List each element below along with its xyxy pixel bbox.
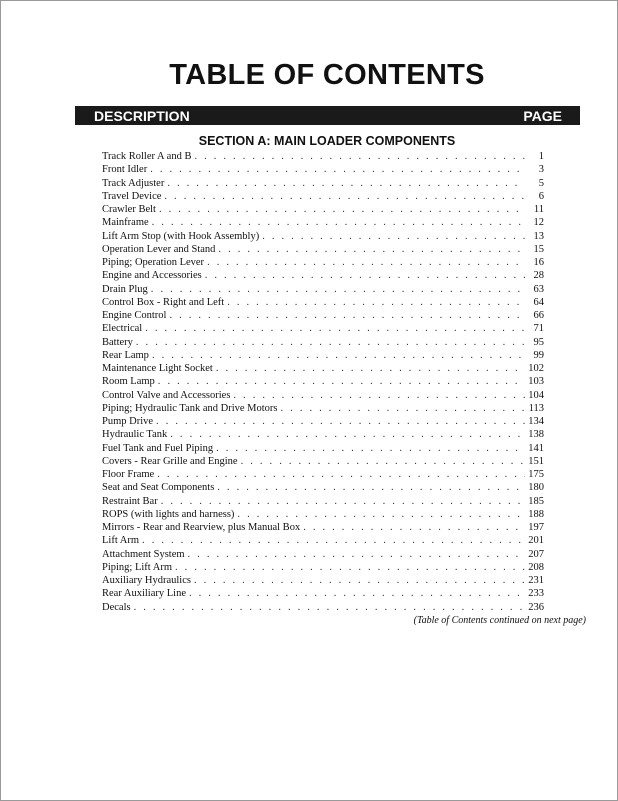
toc-entry-label: Pump Drive	[102, 416, 154, 427]
toc-entry-page: 231	[528, 575, 544, 586]
dot-leader	[233, 389, 525, 402]
dot-leader	[207, 256, 525, 269]
toc-entry-label: Mirrors - Rear and Rearview, plus Manual Box	[102, 522, 301, 533]
dot-leader	[161, 495, 525, 508]
toc-entry-label: Piping; Lift Arm	[102, 561, 173, 573]
dot-leader	[136, 336, 525, 349]
toc-entry-label: ROPS (with lights and harness)	[102, 508, 235, 520]
dot-leader	[217, 481, 525, 494]
toc-entry-label: Drain Plug	[102, 283, 148, 295]
toc-entry-label: Piping; Operation Lever	[102, 257, 205, 268]
toc-entry-page: 104	[528, 389, 544, 401]
toc-entry	[102, 548, 544, 561]
dot-leader	[151, 283, 525, 296]
toc-entry-page: 95	[533, 336, 544, 348]
toc-entry-label: Control Box - Right and Left	[102, 296, 225, 308]
toc-entry	[102, 415, 544, 428]
toc-entry-page: 197	[528, 522, 544, 533]
toc-entry	[102, 269, 544, 282]
dot-leader	[189, 587, 525, 600]
toc-entry	[102, 216, 544, 229]
dot-leader	[167, 177, 525, 190]
toc-entry-page: 63	[533, 283, 544, 295]
description-column-header: DESCRIPTION	[94, 108, 190, 124]
toc-entry-page: 28	[533, 270, 544, 282]
toc-entry-label: Lift Arm	[102, 535, 140, 547]
toc-entry-page: 233	[528, 588, 544, 600]
toc-entry	[102, 455, 544, 468]
dot-leader	[159, 203, 525, 216]
toc-entry-label: Operation Lever and Stand	[102, 243, 216, 255]
toc-entry-label: Mainframe	[102, 217, 149, 229]
toc-entry	[102, 468, 544, 481]
dot-leader	[134, 601, 525, 614]
dot-leader	[303, 521, 525, 534]
toc-entry-page: 188	[528, 508, 544, 520]
toc-entry-page: 141	[528, 442, 544, 454]
toc-entry	[102, 336, 544, 349]
toc-entry-label: Control Valve and Accessories	[102, 389, 231, 401]
toc-entry-page: 66	[533, 310, 544, 321]
toc-entry-label: Lift Arm Stop (with Hook Assembly)	[102, 230, 260, 242]
toc-entry	[102, 574, 544, 587]
toc-entry	[102, 587, 544, 600]
toc-entry	[102, 389, 544, 402]
toc-entry-page: 6	[538, 190, 544, 202]
toc-entry-page: 236	[528, 601, 544, 613]
toc-list	[102, 150, 544, 614]
toc-entry	[102, 495, 544, 508]
toc-entry-label: Decals	[102, 601, 131, 613]
toc-entry-page: 11	[533, 204, 544, 215]
toc-entry-label: Electrical	[102, 323, 143, 335]
toc-entry	[102, 322, 544, 335]
toc-entry	[102, 190, 544, 203]
dot-leader	[241, 455, 525, 468]
toc-entry	[102, 375, 544, 388]
toc-entry-page: 134	[528, 416, 544, 427]
dot-leader	[216, 442, 525, 455]
toc-entry-label: Covers - Rear Grille and Engine	[102, 455, 238, 467]
toc-entry	[102, 349, 544, 362]
continued-note: (Table of Contents continued on next page)	[413, 615, 586, 626]
toc-entry-page: 208	[528, 561, 544, 573]
toc-entry	[102, 521, 544, 534]
dot-leader	[216, 362, 525, 375]
toc-entry	[102, 481, 544, 494]
dot-leader	[175, 561, 525, 574]
toc-entry	[102, 296, 544, 309]
toc-entry-label: Track Roller A and B	[102, 151, 192, 162]
toc-entry-label: Hydraulic Tank	[102, 429, 168, 441]
toc-entry-page: 113	[528, 402, 544, 414]
toc-entry	[102, 534, 544, 547]
toc-entry	[102, 203, 544, 216]
page-column-header: PAGE	[523, 108, 562, 124]
dot-leader	[158, 375, 525, 388]
toc-entry-page: 64	[533, 296, 544, 308]
toc-entry-page: 15	[533, 243, 544, 255]
toc-entry-page: 151	[528, 455, 544, 467]
toc-entry-label: Engine Control	[102, 310, 167, 321]
toc-entry-page: 71	[533, 323, 544, 335]
toc-entry-page: 103	[528, 376, 544, 388]
dot-leader	[142, 534, 525, 547]
dot-leader	[237, 508, 525, 521]
toc-entry	[102, 508, 544, 521]
dot-leader	[227, 296, 525, 309]
toc-entry	[102, 442, 544, 455]
dot-leader	[150, 163, 525, 176]
toc-entry-label: Maintenance Light Socket	[102, 363, 213, 374]
dot-leader	[262, 230, 525, 243]
toc-entry	[102, 243, 544, 256]
toc-entry-page: 1	[538, 151, 544, 162]
toc-entry	[102, 402, 544, 415]
dot-leader	[145, 322, 525, 335]
dot-leader	[152, 349, 525, 362]
toc-entry-label: Room Lamp	[102, 376, 155, 388]
toc-entry-label: Rear Auxiliary Line	[102, 588, 186, 600]
dot-leader	[156, 415, 525, 428]
column-header-bar	[75, 106, 580, 125]
toc-entry	[102, 150, 544, 163]
toc-entry-page: 185	[528, 495, 544, 507]
toc-entry-page: 5	[538, 177, 544, 189]
toc-entry-page: 3	[538, 164, 544, 176]
dot-leader	[157, 468, 525, 481]
toc-entry-label: Seat and Seat Components	[102, 482, 215, 494]
toc-entry-label: Restraint Bar	[102, 495, 158, 507]
toc-entry-page: 102	[528, 363, 544, 374]
dot-leader	[194, 574, 525, 587]
dot-leader	[194, 150, 525, 163]
toc-entry-label: Rear Lamp	[102, 349, 149, 361]
dot-leader	[152, 216, 525, 229]
toc-entry-page: 16	[533, 257, 544, 268]
toc-entry-label: Track Adjuster	[102, 177, 165, 189]
toc-entry-label: Fuel Tank and Fuel Piping	[102, 442, 214, 454]
toc-entry	[102, 561, 544, 574]
toc-entry-label: Engine and Accessories	[102, 270, 202, 282]
toc-entry-page: 138	[528, 429, 544, 441]
toc-entry-label: Travel Device	[102, 190, 162, 202]
dot-leader	[205, 269, 525, 282]
toc-entry-label: Crawler Belt	[102, 204, 156, 215]
toc-entry-label: Auxiliary Hydraulics	[102, 575, 191, 586]
toc-entry-label: Piping; Hydraulic Tank and Drive Motors	[102, 402, 278, 414]
toc-entry	[102, 428, 544, 441]
dot-leader	[218, 243, 525, 256]
toc-entry-label: Battery	[102, 336, 133, 348]
toc-entry	[102, 309, 544, 322]
dot-leader	[169, 309, 525, 322]
dot-leader	[164, 190, 525, 203]
toc-entry-page: 99	[533, 349, 544, 361]
toc-entry	[102, 283, 544, 296]
toc-entry-label: Front Idler	[102, 164, 148, 176]
toc-entry-page: 13	[533, 230, 544, 242]
dot-leader	[170, 428, 525, 441]
section-title: SECTION A: MAIN LOADER COMPONENTS	[198, 134, 456, 148]
toc-entry-page: 201	[528, 535, 544, 547]
dot-leader	[188, 548, 525, 561]
page-title: TABLE OF CONTENTS	[169, 59, 485, 91]
toc-entry-label: Floor Frame	[102, 469, 155, 480]
dot-leader	[281, 402, 525, 415]
toc-entry-label: Attachment System	[102, 548, 185, 560]
toc-entry-page: 180	[528, 482, 544, 494]
toc-entry	[102, 230, 544, 243]
toc-entry-page: 207	[528, 548, 544, 560]
toc-entry	[102, 601, 544, 614]
toc-entry	[102, 163, 544, 176]
toc-entry-page: 12	[533, 217, 544, 229]
toc-entry-page: 175	[528, 469, 544, 480]
toc-entry	[102, 256, 544, 269]
toc-entry	[102, 177, 544, 190]
toc-entry	[102, 362, 544, 375]
